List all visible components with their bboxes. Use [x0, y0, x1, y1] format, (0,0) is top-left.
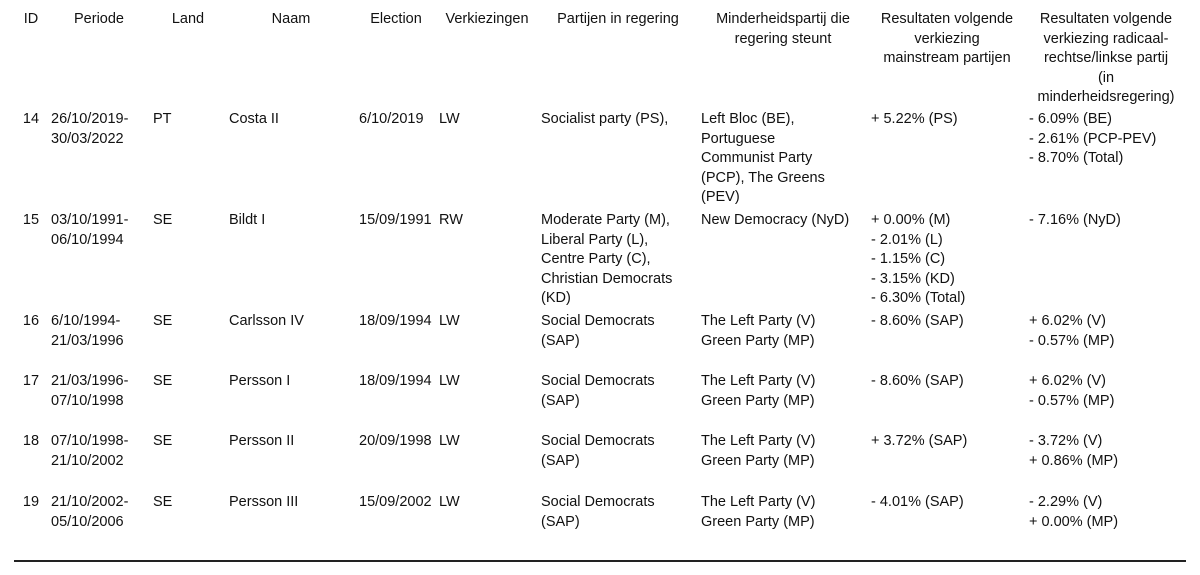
cell-period-line: 6/10/1994-: [51, 313, 121, 329]
cell-parties-line: (SAP): [541, 392, 580, 409]
cell-support-line: (PCP), The Greens: [701, 169, 825, 186]
cell-country: PT: [153, 111, 172, 127]
cell-mainstream: [868, 312, 1026, 372]
table-row: [14, 372, 1186, 432]
cell-parties-line: Moderate Party (M),: [541, 212, 670, 228]
header-line: Naam: [271, 11, 311, 27]
cell-period: [48, 312, 150, 372]
header-line: Partijen in regering: [557, 11, 679, 27]
cell-mainstream-line: + 0.00% (M): [871, 212, 951, 228]
cell-radical-line: - 0.57% (MP): [1029, 392, 1115, 409]
table-body: [14, 110, 1186, 554]
cell-country: SE: [153, 212, 173, 228]
cell-election: 18/09/1994: [359, 313, 432, 329]
cell-support: [698, 432, 868, 493]
header-line: (in: [1097, 69, 1115, 86]
header-line: Resultaten volgende: [880, 11, 1014, 27]
cell-radical: [1026, 211, 1186, 312]
cell-support-line: Green Party (MP): [701, 332, 815, 349]
cell-period-line: 07/10/1998-: [51, 433, 129, 449]
cell-mainstream-line: - 8.60% (SAP): [871, 373, 964, 389]
cell-id: 15: [22, 212, 40, 228]
table-row: [14, 432, 1186, 493]
cell-radical: [1026, 432, 1186, 493]
cell-period-line: 21/10/2002: [51, 452, 124, 469]
cell-period: [48, 211, 150, 312]
header-minderheidspartij: [698, 10, 868, 110]
cell-mainstream: [868, 211, 1026, 312]
cell-radical: [1026, 493, 1186, 554]
cell-country: SE: [153, 433, 173, 449]
cell-mainstream: [868, 432, 1026, 493]
cell-id: 16: [22, 313, 40, 329]
cell-radical-line: + 6.02% (V): [1029, 313, 1106, 329]
cell-period-line: 26/10/2019-: [51, 111, 129, 127]
cell-radical-line: - 0.57% (MP): [1029, 332, 1115, 349]
cell-radical-line: - 6.09% (BE): [1029, 111, 1112, 127]
cell-parties: [538, 110, 698, 211]
bottom-rule: [14, 560, 1186, 562]
cell-support-line: The Left Party (V): [701, 373, 816, 389]
cell-id: 19: [22, 494, 40, 510]
cell-radical-line: - 8.70% (Total): [1029, 150, 1124, 166]
cell-mainstream-line: - 4.01% (SAP): [871, 494, 964, 510]
table-row: [14, 211, 1186, 312]
cell-support: [698, 493, 868, 554]
cell-country: SE: [153, 313, 173, 329]
cell-parties-line: Socialist party (PS),: [541, 111, 669, 127]
cell-period: [48, 110, 150, 211]
cell-mainstream: [868, 372, 1026, 432]
cell-period-line: 07/10/1998: [51, 392, 124, 409]
header-line: rechtse/linkse partij: [1043, 50, 1169, 66]
cell-period: [48, 372, 150, 432]
cell-period-line: 30/03/2022: [51, 130, 124, 147]
cell-radical-line: - 2.29% (V): [1029, 494, 1103, 510]
cell-period-line: 21/03/1996-: [51, 373, 129, 389]
cell-type: LW: [439, 433, 460, 449]
cell-period-line: 21/10/2002-: [51, 494, 129, 510]
cell-radical-line: - 2.61% (PCP-PEV): [1029, 130, 1157, 147]
cell-period-line: 21/03/1996: [51, 332, 124, 349]
cell-radical-line: + 6.02% (V): [1029, 373, 1106, 389]
cell-support: [698, 312, 868, 372]
header-partijen-in-regering: [538, 10, 698, 110]
cell-parties: [538, 372, 698, 432]
cell-id: 17: [22, 373, 40, 389]
cell-mainstream-line: - 8.60% (SAP): [871, 313, 964, 329]
cell-period: [48, 432, 150, 493]
cell-parties-line: Social Democrats: [541, 373, 655, 389]
cell-support-line: Communist Party: [701, 150, 813, 166]
header-periode: [48, 10, 150, 110]
cell-support-line: The Left Party (V): [701, 494, 816, 510]
cell-support-line: Green Party (MP): [701, 452, 815, 469]
cell-name: Persson I: [229, 373, 291, 389]
cell-support-line: Left Bloc (BE),: [701, 111, 795, 127]
cell-name: Costa II: [229, 111, 279, 127]
cell-election: 6/10/2019: [359, 111, 424, 127]
cell-mainstream-line: - 1.15% (C): [871, 251, 946, 267]
cell-mainstream-line: + 3.72% (SAP): [871, 433, 968, 449]
cell-parties: [538, 211, 698, 312]
cell-parties-line: (SAP): [541, 513, 580, 530]
cell-name: Bildt I: [229, 212, 266, 228]
cell-parties: [538, 432, 698, 493]
cell-parties-line: Social Democrats: [541, 313, 655, 329]
cell-country: SE: [153, 494, 173, 510]
cell-radical-line: + 0.00% (MP): [1029, 513, 1119, 530]
header-id: [14, 10, 48, 110]
header-resultaten-radicaal: [1026, 10, 1186, 110]
cell-parties-line: Social Democrats: [541, 433, 655, 449]
cell-support-line: Green Party (MP): [701, 513, 815, 530]
government-table: [14, 10, 1186, 554]
table-row: [14, 493, 1186, 554]
header-line: regering steunt: [734, 30, 832, 47]
cell-radical-line: - 3.72% (V): [1029, 433, 1103, 449]
cell-type: LW: [439, 373, 460, 389]
cell-mainstream-line: - 3.15% (KD): [871, 270, 955, 287]
header-line: verkiezing: [914, 30, 980, 47]
header-line: minderheidsregering): [1037, 89, 1175, 105]
header-election: [356, 10, 436, 110]
header-naam: [226, 10, 356, 110]
cell-country: SE: [153, 373, 173, 389]
header-line: Election: [370, 11, 422, 27]
cell-support: [698, 110, 868, 211]
cell-mainstream-line: - 2.01% (L): [871, 231, 943, 248]
cell-parties-line: Liberal Party (L),: [541, 231, 649, 248]
cell-support-line: Green Party (MP): [701, 392, 815, 409]
header-resultaten-mainstream: [868, 10, 1026, 110]
header-row: [14, 10, 1186, 110]
cell-support-line: (PEV): [701, 189, 740, 205]
cell-mainstream: [868, 493, 1026, 554]
cell-parties-line: Christian Democrats: [541, 270, 673, 287]
header-line: verkiezing radicaal-: [1043, 30, 1169, 47]
cell-radical: [1026, 110, 1186, 211]
cell-name: Persson II: [229, 433, 295, 449]
cell-parties-line: (SAP): [541, 452, 580, 469]
cell-parties-line: (KD): [541, 290, 571, 306]
cell-period-line: 03/10/1991-: [51, 212, 129, 228]
header-verkiezingen: [436, 10, 538, 110]
cell-id: 14: [22, 111, 40, 127]
cell-election: 20/09/1998: [359, 433, 432, 449]
header-line: Land: [171, 11, 205, 27]
cell-support-line: The Left Party (V): [701, 433, 816, 449]
cell-election: 15/09/2002: [359, 494, 432, 510]
cell-type: RW: [439, 212, 463, 228]
cell-radical: [1026, 372, 1186, 432]
cell-period: [48, 493, 150, 554]
cell-radical-line: + 0.86% (MP): [1029, 452, 1119, 469]
table-row: [14, 312, 1186, 372]
cell-election: 15/09/1991: [359, 212, 432, 228]
cell-parties-line: (SAP): [541, 332, 580, 349]
header-line: mainstream partijen: [883, 50, 1011, 66]
header-line: Verkiezingen: [445, 11, 529, 27]
cell-support-line: Portuguese: [701, 130, 776, 147]
cell-radical: [1026, 312, 1186, 372]
cell-mainstream: [868, 110, 1026, 211]
table-row: [14, 110, 1186, 211]
header-line: Periode: [74, 11, 124, 27]
header-line: ID: [23, 11, 39, 27]
cell-id: 18: [22, 433, 40, 449]
cell-name: Persson III: [229, 494, 299, 510]
cell-type: LW: [439, 494, 460, 510]
cell-type: LW: [439, 313, 460, 329]
header-line: Resultaten volgende: [1039, 11, 1173, 27]
cell-mainstream-line: + 5.22% (PS): [871, 111, 958, 127]
cell-period-line: 06/10/1994: [51, 231, 124, 248]
cell-parties-line: Centre Party (C),: [541, 251, 651, 267]
cell-name: Carlsson IV: [229, 313, 304, 329]
cell-support-line: New Democracy (NyD): [701, 212, 850, 228]
cell-support-line: The Left Party (V): [701, 313, 816, 329]
cell-election: 18/09/1994: [359, 373, 432, 389]
cell-radical-line: - 7.16% (NyD): [1029, 212, 1121, 228]
cell-type: LW: [439, 111, 460, 127]
header-line: Minderheidspartij die: [716, 11, 850, 27]
cell-mainstream-line: - 6.30% (Total): [871, 290, 966, 306]
cell-parties: [538, 493, 698, 554]
cell-support: [698, 372, 868, 432]
cell-period-line: 05/10/2006: [51, 513, 124, 530]
header-land: [150, 10, 226, 110]
cell-support: [698, 211, 868, 312]
cell-parties-line: Social Democrats: [541, 494, 655, 510]
cell-parties: [538, 312, 698, 372]
